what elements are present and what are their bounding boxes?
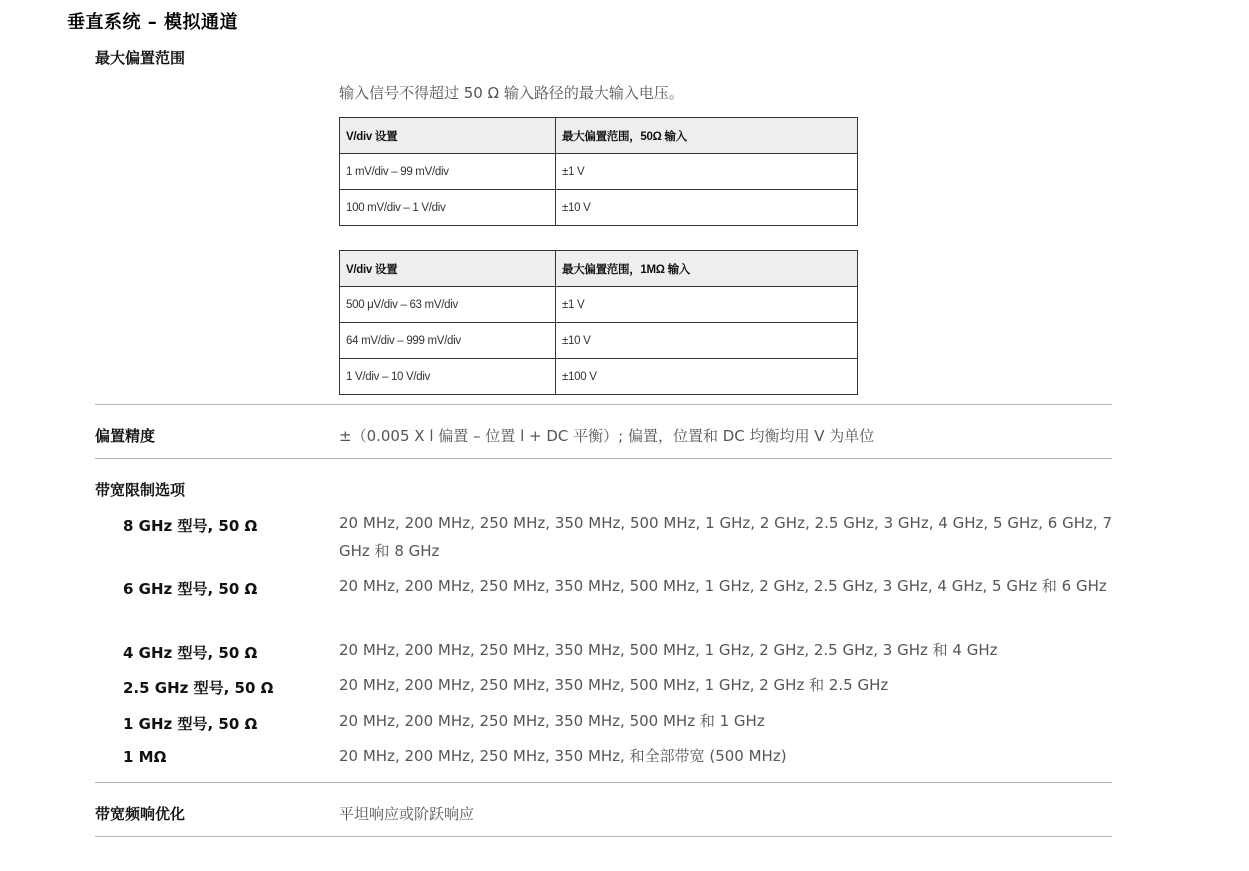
max-offset-heading: 最大偏置范围: [95, 49, 186, 67]
table-cell: 64 mV/div – 999 mV/div: [340, 323, 556, 359]
table-cell: ±10 V: [556, 323, 858, 359]
table-cell: ±100 V: [556, 359, 858, 395]
max-offset-description: 输入信号不得超过 50 Ω 输入路径的最大输入电压。: [339, 84, 684, 102]
section-divider: [95, 458, 1112, 459]
table-header-cell: V/div 设置: [340, 118, 556, 154]
table-row: [340, 154, 858, 190]
table-header-cell: V/div 设置: [340, 251, 556, 287]
table-cell: ±10 V: [556, 190, 858, 226]
section-divider: [95, 404, 1112, 405]
table-cell: 1 mV/div – 99 mV/div: [340, 154, 556, 190]
bandwidth-limit-item-label: 1 GHz 型号, 50 Ω: [123, 715, 258, 733]
bandwidth-limit-item-label: 6 GHz 型号, 50 Ω: [123, 580, 258, 598]
bandwidth-limit-item-value: 20 MHz, 200 MHz, 250 MHz, 350 MHz, 500 MHz, 1 GHz, 2 GHz, 2.5 GHz, 3 GHz 和 4 GHz: [339, 641, 998, 659]
table-header-cell: 最大偏置范围，1MΩ 输入: [556, 251, 858, 287]
table-row: [340, 359, 858, 395]
bandwidth-limit-item-label: 1 MΩ: [123, 748, 167, 766]
table-cell: 1 V/div – 10 V/div: [340, 359, 556, 395]
table-cell: 100 mV/div – 1 V/div: [340, 190, 556, 226]
section-divider: [95, 836, 1112, 837]
bandwidth-limit-item-value: 20 MHz, 200 MHz, 250 MHz, 350 MHz, 500 MHz, 1 GHz, 2 GHz 和 2.5 GHz: [339, 676, 889, 694]
page-title: 垂直系统 – 模拟通道: [67, 12, 239, 33]
table-cell: ±1 V: [556, 287, 858, 323]
table-row: [340, 287, 858, 323]
bandwidth-limit-item-value: 20 MHz, 200 MHz, 250 MHz, 350 MHz, 和全部带宽 (500 MHz): [339, 747, 787, 765]
bandwidth-limit-item-label: 2.5 GHz 型号, 50 Ω: [123, 679, 274, 697]
offset-table-1mohm: [339, 250, 858, 395]
bandwidth-limit-item-label: 4 GHz 型号, 50 Ω: [123, 644, 258, 662]
section-divider: [95, 782, 1112, 783]
table-header-row: [340, 251, 858, 287]
bandwidth-limit-item-label: 8 GHz 型号, 50 Ω: [123, 517, 258, 535]
offset-accuracy-label: 偏置精度: [95, 427, 156, 445]
bandwidth-optimization-value: 平坦响应或阶跃响应: [339, 805, 475, 823]
table-row: [340, 323, 858, 359]
table-cell: 500 μV/div – 63 mV/div: [340, 287, 556, 323]
table-cell: ±1 V: [556, 154, 858, 190]
bandwidth-limit-item-value: 20 MHz, 200 MHz, 250 MHz, 350 MHz, 500 MHz, 1 GHz, 2 GHz, 2.5 GHz, 3 GHz, 4 GHz, 5 GHz 和 6 GHz: [339, 577, 1107, 595]
bandwidth-limit-item-value: 20 MHz, 200 MHz, 250 MHz, 350 MHz, 500 MHz, 1 GHz, 2 GHz, 2.5 GHz, 3 GHz, 4 GHz, 5 GHz, 6 GHz, 7 GHz 和 8 GHz: [339, 514, 1112, 560]
offset-accuracy-value: ±（0.005 X l 偏置 – 位置 l + DC 平衡）; 偏置，位置和 DC 均衡均用 V 为单位: [339, 427, 875, 445]
table-row: [340, 190, 858, 226]
bandwidth-optimization-label: 带宽频响优化: [95, 805, 186, 823]
offset-table-50ohm: [339, 117, 858, 226]
bandwidth-limit-heading: 带宽限制选项: [95, 481, 186, 499]
table-header-row: [340, 118, 858, 154]
bandwidth-limit-item-value: 20 MHz, 200 MHz, 250 MHz, 350 MHz, 500 MHz 和 1 GHz: [339, 712, 765, 730]
table-header-cell: 最大偏置范围，50Ω 输入: [556, 118, 858, 154]
